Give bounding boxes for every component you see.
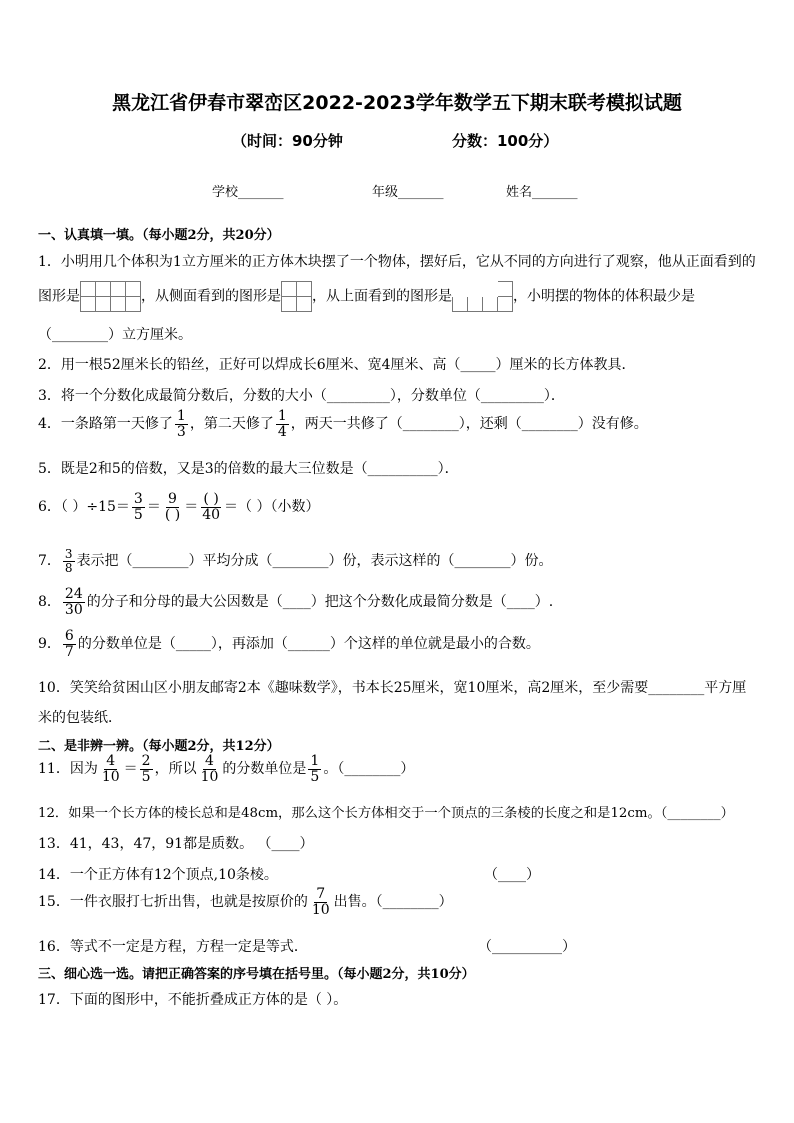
section-1-heading: 一、认真填一填。（每小题2分，共20分） <box>38 228 280 243</box>
fraction: $\frac{( )}{40}$ <box>202 491 221 523</box>
question-1-line-3: （________）立方厘米。 <box>38 327 192 343</box>
question-12: 12．如果一个长方体的棱长总和是48cm，那么这个长方体相交于一个顶点的三条棱的长度之和是12cm。（________） <box>38 806 734 821</box>
school-field: 学校_______ <box>212 185 284 200</box>
fraction: $\frac{4}{10}$ <box>200 753 219 785</box>
question-10-line-2: 米的包装纸． <box>38 710 122 726</box>
name-field: 姓名_______ <box>506 185 578 200</box>
fraction: $\frac{3}{5}$ <box>133 491 143 523</box>
question-14-answer: （____） <box>484 867 540 883</box>
question-6: 6．（ ）÷15＝ $\frac{3}{5}$ ＝ $\frac{9}{( )}$ ＝ $\frac{( )}{40}$ ＝（ ）（小数） <box>38 491 320 523</box>
question-9: 9． $\frac{6}{7}$ 的分数单位是（_____），再添加（______）个这样的单位就是最小的合数。 <box>38 628 540 660</box>
top-view-figure <box>452 281 513 312</box>
question-11: 11．因为 $\frac{4}{10}$ ＝ $\frac{2}{5}$ ，所以 $\frac{4}{10}$ 的分数单位是 $\frac{1}{5}$ 。（________） <box>38 753 415 785</box>
fraction: $\frac{1}{5}$ <box>310 753 320 785</box>
question-13: 13．41，43，47，91都是质数。 （____） <box>38 836 314 852</box>
fraction: $\frac{7}{10}$ <box>311 886 330 918</box>
exam-time: （时间：90分钟 <box>232 132 343 150</box>
question-2: 2．用一根52厘米长的铅丝，正好可以焊成长6厘米、宽4厘米、高（_____）厘米的长方体教具． <box>38 357 636 373</box>
fraction: $\frac{3}{8}$ <box>64 547 73 575</box>
fraction: $\frac{6}{7}$ <box>64 628 74 660</box>
question-14: 14．一个正方体有12个顶点,10条棱。 <box>38 867 278 883</box>
question-4: 4．一条路第一天修了 $\frac{1}{3}$ ，第二天修了 $\frac{1}{4}$ ，两天一共修了（________），还剩（________）没有修。 <box>38 408 648 440</box>
front-view-figure <box>80 281 141 312</box>
page-title: 黑龙江省伊春市翠峦区2022-2023学年数学五下期末联考模拟试题 <box>112 92 682 114</box>
fraction: $\frac{24}{30}$ <box>64 586 83 618</box>
grade-field: 年级_______ <box>372 185 444 200</box>
fraction: $\frac{4}{10}$ <box>101 753 120 785</box>
question-10-line-1: 10．笑笑给贫困山区小朋友邮寄2本《趣味数学》，书本长25厘米，宽10厘米，高2厘米，至少需要________平方厘 <box>38 680 747 696</box>
question-5: 5．既是2和5的倍数，又是3的倍数的最大三位数是（__________）． <box>38 461 459 477</box>
question-3: 3．将一个分数化成最简分数后，分数的大小（_________），分数单位（_________）． <box>38 388 565 404</box>
fraction: $\frac{2}{5}$ <box>141 753 151 785</box>
question-1-line-2: 图形是 ，从侧面看到的图形是 ，从上面看到的图形是 ，小明摆的物体的体积最少是 <box>38 281 695 312</box>
section-2-heading: 二、是非辨一辨。（每小题2分，共12分） <box>38 739 280 754</box>
question-8: 8． $\frac{24}{30}$ 的分子和分母的最大公因数是（____）把这个分数化成最简分数是（____）. <box>38 586 554 618</box>
fraction: $\frac{9}{( )}$ <box>164 491 181 523</box>
question-7: 7． $\frac{3}{8}$ 表示把（________）平均分成（________）份，表示这样的（________）份。 <box>38 547 553 575</box>
question-16-answer: （__________） <box>478 939 576 955</box>
question-16: 16．等式不一定是方程，方程一定是等式． <box>38 939 308 955</box>
fraction: $\frac{1}{3}$ <box>176 408 186 440</box>
section-3-heading: 三、细心选一选。请把正确答案的序号填在括号里。（每小题2分，共10分） <box>38 967 475 982</box>
fraction: $\frac{1}{4}$ <box>277 408 287 440</box>
side-view-figure <box>281 281 312 312</box>
question-15: 15．一件衣服打七折出售，也就是按原价的 $\frac{7}{10}$ 出售。（________） <box>38 886 453 918</box>
question-17: 17．下面的图形中，不能折叠成正方体的是（ ）。 <box>38 992 348 1008</box>
question-1-line-1: 1．小明用几个体积为1立方厘米的正方体木块摆了一个物体，摆好后，它从不同的方向进行了观察，他从正面看到的 <box>38 254 756 270</box>
exam-score: 分数：100分） <box>452 132 559 150</box>
